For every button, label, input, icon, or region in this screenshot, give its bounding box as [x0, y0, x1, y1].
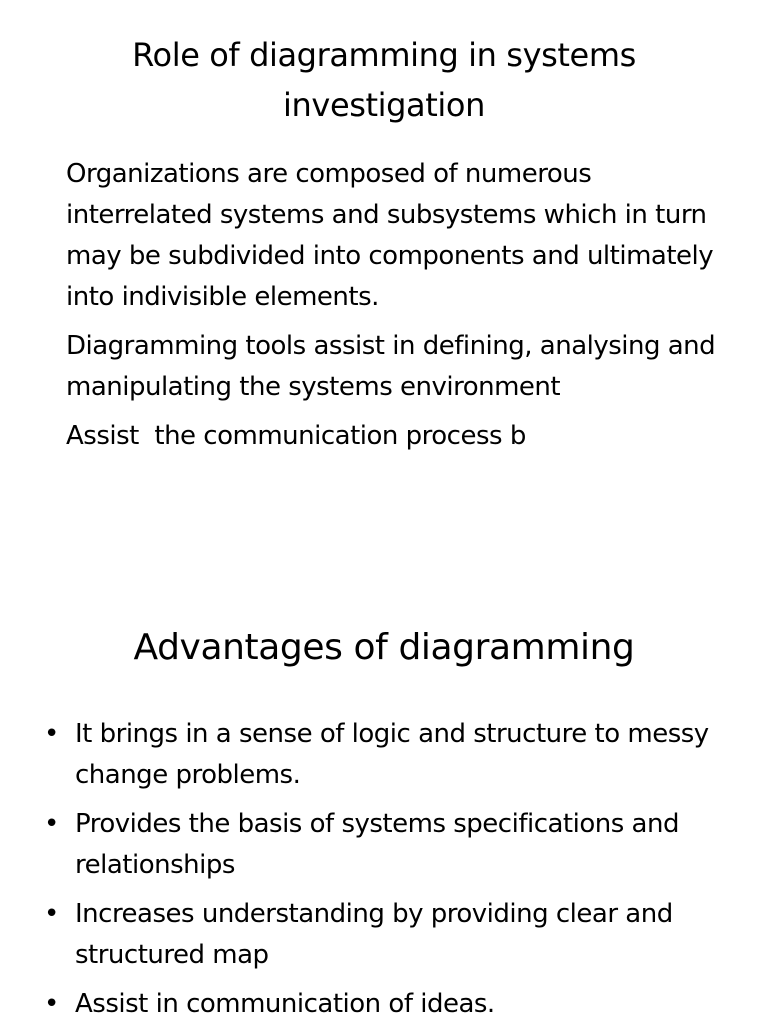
list-item: Diagramming tools assist in defining, analysing and manipulating the systems environment	[66, 331, 716, 402]
list-item	[44, 894, 724, 976]
bullet-icon: •	[44, 989, 59, 1019]
list-item	[44, 804, 724, 886]
bullet-text: It brings in a sense of logic and structure to messy change problems.	[75, 719, 709, 790]
bullet-icon: •	[44, 719, 59, 749]
slide-title: Advantages of diagramming	[133, 627, 635, 668]
slide-advantages-of-diagramming	[0, 600, 768, 1024]
list-item: Organizations are composed of numerous interrelated systems and subsystems which in turn may be subdivided into components and ultimately into indivisible elements.	[66, 159, 714, 312]
list-item	[44, 984, 724, 1025]
list-item	[44, 714, 724, 796]
bullet-text: Increases understanding by providing clear and structured map	[75, 899, 673, 970]
bullet-text: Provides the basis of systems specifications and relationships	[75, 809, 679, 880]
bullet-text: Assist in communication of ideas.	[75, 989, 495, 1019]
bullet-icon: •	[44, 899, 59, 929]
bullet-list	[44, 714, 724, 1033]
slide-title: Role of diagramming in systems investigation	[132, 36, 636, 124]
bullet-icon: •	[44, 809, 59, 839]
list-item: Assist the communication process b	[66, 421, 526, 451]
paragraph-list	[66, 154, 716, 465]
